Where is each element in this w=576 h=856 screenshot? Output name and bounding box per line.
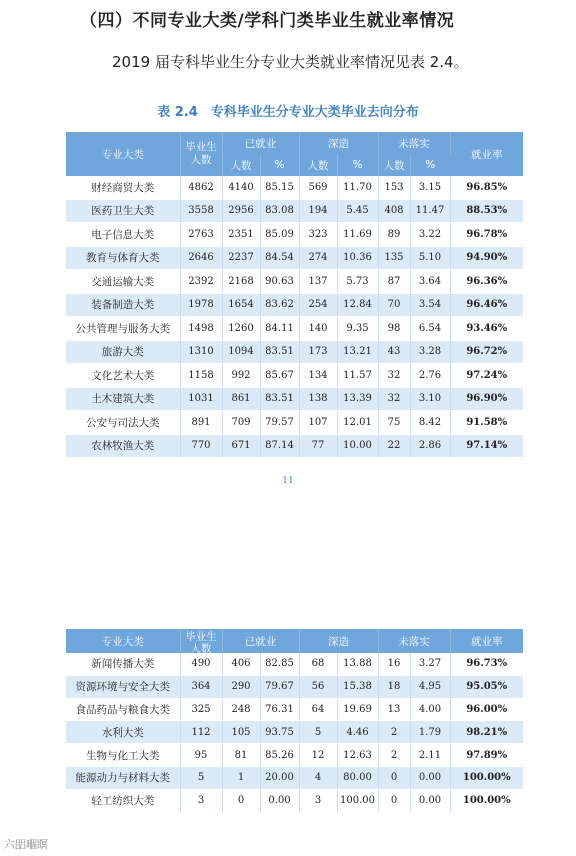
- study-percent-cell: 11.57: [337, 364, 378, 388]
- study-percent-cell: 10.00: [337, 434, 378, 458]
- graduates-cell: 770: [180, 434, 222, 458]
- unplaced-count-cell: 75: [378, 411, 410, 435]
- table-row: [66, 246, 523, 270]
- graduates-cell: 2646: [180, 246, 222, 270]
- unplaced-count-cell: 0: [378, 789, 410, 812]
- employed-count-cell: 290: [222, 675, 260, 698]
- employed-percent-cell: 84.11: [260, 317, 299, 341]
- major-cell: 公安与司法大类: [66, 411, 180, 435]
- header-graduates-text: 毕业生人数: [185, 631, 217, 653]
- unplaced-count-cell: 89: [378, 223, 410, 247]
- study-percent-cell: 13.21: [337, 340, 378, 364]
- header-major: 专业大类: [66, 132, 180, 176]
- employed-percent-cell: 85.09: [260, 223, 299, 247]
- employment-table-1: [66, 132, 523, 458]
- rate-cell: 96.90%: [450, 387, 523, 411]
- graduates-cell: 2392: [180, 270, 222, 294]
- unplaced-percent-cell: 3.64: [410, 270, 450, 294]
- study-percent-cell: 4.46: [337, 721, 378, 744]
- employed-count-cell: 1094: [222, 340, 260, 364]
- graduates-cell: 490: [180, 653, 222, 675]
- study-percent-cell: 12.63: [337, 744, 378, 767]
- graduates-cell: 1158: [180, 364, 222, 388]
- major-cell: 水利大类: [66, 721, 180, 744]
- employed-count-cell: 248: [222, 698, 260, 721]
- unplaced-percent-cell: 3.54: [410, 293, 450, 317]
- table-1-body: [66, 176, 523, 458]
- table-2-body: [66, 653, 523, 812]
- major-cell: 旅游大类: [66, 340, 180, 364]
- header-further-study: 深造: [299, 629, 378, 653]
- study-percent-cell: 5.45: [337, 199, 378, 223]
- employed-percent-cell: 83.51: [260, 340, 299, 364]
- header-percent: %: [337, 154, 378, 176]
- employed-percent-cell: 85.15: [260, 176, 299, 199]
- study-percent-cell: 11.70: [337, 176, 378, 199]
- study-count-cell: 194: [299, 199, 337, 223]
- unplaced-percent-cell: 3.15: [410, 176, 450, 199]
- header-count: 人数: [299, 154, 337, 176]
- rate-cell: 91.58%: [450, 411, 523, 435]
- employed-percent-cell: 87.14: [260, 434, 299, 458]
- study-percent-cell: 5.73: [337, 270, 378, 294]
- unplaced-count-cell: 135: [378, 246, 410, 270]
- unplaced-count-cell: 22: [378, 434, 410, 458]
- unplaced-count-cell: 18: [378, 675, 410, 698]
- unplaced-count-cell: 70: [378, 293, 410, 317]
- table-row: [66, 766, 523, 789]
- employed-count-cell: 105: [222, 721, 260, 744]
- table-row: [66, 434, 523, 458]
- study-count-cell: 274: [299, 246, 337, 270]
- graduates-cell: 4862: [180, 176, 222, 199]
- unplaced-percent-cell: 4.95: [410, 675, 450, 698]
- employed-percent-cell: 79.57: [260, 411, 299, 435]
- study-count-cell: 138: [299, 387, 337, 411]
- unplaced-percent-cell: 11.47: [410, 199, 450, 223]
- study-count-cell: 12: [299, 744, 337, 767]
- watermark: 六㗊嗰瞑: [4, 838, 48, 851]
- table-row: [66, 340, 523, 364]
- graduates-cell: 95: [180, 744, 222, 767]
- study-percent-cell: 10.36: [337, 246, 378, 270]
- rate-cell: 94.90%: [450, 246, 523, 270]
- employed-percent-cell: 79.67: [260, 675, 299, 698]
- study-count-cell: 173: [299, 340, 337, 364]
- unplaced-percent-cell: 4.00: [410, 698, 450, 721]
- unplaced-percent-cell: 2.86: [410, 434, 450, 458]
- employed-count-cell: 1260: [222, 317, 260, 341]
- graduates-cell: 1498: [180, 317, 222, 341]
- employed-count-cell: 2237: [222, 246, 260, 270]
- major-cell: 电子信息大类: [66, 223, 180, 247]
- unplaced-count-cell: 0: [378, 766, 410, 789]
- unplaced-count-cell: 32: [378, 387, 410, 411]
- study-count-cell: 140: [299, 317, 337, 341]
- unplaced-count-cell: 32: [378, 364, 410, 388]
- rate-cell: 96.46%: [450, 293, 523, 317]
- major-cell: 医药卫生大类: [66, 199, 180, 223]
- unplaced-percent-cell: 0.00: [410, 766, 450, 789]
- unplaced-count-cell: 13: [378, 698, 410, 721]
- employed-percent-cell: 90.63: [260, 270, 299, 294]
- study-count-cell: 77: [299, 434, 337, 458]
- major-cell: 文化艺术大类: [66, 364, 180, 388]
- table-row: [66, 223, 523, 247]
- unplaced-count-cell: 153: [378, 176, 410, 199]
- major-cell: 公共管理与服务大类: [66, 317, 180, 341]
- major-cell: 资源环境与安全大类: [66, 675, 180, 698]
- major-cell: 教育与体育大类: [66, 246, 180, 270]
- table-row: [66, 744, 523, 767]
- study-count-cell: 134: [299, 364, 337, 388]
- table-row: [66, 721, 523, 744]
- major-cell: 新闻传播大类: [66, 653, 180, 675]
- unplaced-percent-cell: 3.22: [410, 223, 450, 247]
- rate-cell: 98.21%: [450, 721, 523, 744]
- study-count-cell: 323: [299, 223, 337, 247]
- employed-percent-cell: 83.08: [260, 199, 299, 223]
- header-percent: %: [410, 154, 450, 176]
- table-row: [66, 199, 523, 223]
- header-count: 人数: [378, 154, 410, 176]
- unplaced-percent-cell: 0.00: [410, 789, 450, 812]
- employed-count-cell: 2351: [222, 223, 260, 247]
- study-percent-cell: 11.69: [337, 223, 378, 247]
- study-count-cell: 64: [299, 698, 337, 721]
- rate-cell: 96.73%: [450, 653, 523, 675]
- table-row: [66, 411, 523, 435]
- unplaced-percent-cell: 2.11: [410, 744, 450, 767]
- graduates-cell: 2763: [180, 223, 222, 247]
- study-count-cell: 68: [299, 653, 337, 675]
- rate-cell: 96.36%: [450, 270, 523, 294]
- major-cell: 农林牧渔大类: [66, 434, 180, 458]
- employed-percent-cell: 84.54: [260, 246, 299, 270]
- study-count-cell: 137: [299, 270, 337, 294]
- header-graduates: [180, 629, 222, 653]
- unplaced-count-cell: 2: [378, 744, 410, 767]
- header-employed: 已就业: [222, 132, 299, 154]
- unplaced-count-cell: 87: [378, 270, 410, 294]
- major-cell: 土木建筑大类: [66, 387, 180, 411]
- unplaced-percent-cell: 5.10: [410, 246, 450, 270]
- table-row: [66, 653, 523, 675]
- major-cell: 交通运输大类: [66, 270, 180, 294]
- graduates-cell: 5: [180, 766, 222, 789]
- table-row: [66, 698, 523, 721]
- table-row: [66, 789, 523, 812]
- major-cell: 轻工纺织大类: [66, 789, 180, 812]
- major-cell: 生物与化工大类: [66, 744, 180, 767]
- employed-percent-cell: 83.62: [260, 293, 299, 317]
- study-count-cell: 56: [299, 675, 337, 698]
- study-percent-cell: 13.88: [337, 653, 378, 675]
- employed-percent-cell: 82.85: [260, 653, 299, 675]
- study-count-cell: 254: [299, 293, 337, 317]
- study-percent-cell: 100.00: [337, 789, 378, 812]
- graduates-cell: 1310: [180, 340, 222, 364]
- rate-cell: 97.89%: [450, 744, 523, 767]
- unplaced-percent-cell: 2.76: [410, 364, 450, 388]
- rate-cell: 96.78%: [450, 223, 523, 247]
- employment-table-2: [66, 629, 523, 813]
- graduates-cell: 325: [180, 698, 222, 721]
- study-percent-cell: 80.00: [337, 766, 378, 789]
- employed-percent-cell: 85.26: [260, 744, 299, 767]
- rate-cell: 100.00%: [450, 789, 523, 812]
- rate-cell: 88.53%: [450, 199, 523, 223]
- employed-count-cell: 2956: [222, 199, 260, 223]
- rate-cell: 97.14%: [450, 434, 523, 458]
- intro-text: 2019 届专科毕业生分专业大类就业率情况见表 2.4。: [112, 53, 469, 71]
- unplaced-count-cell: 43: [378, 340, 410, 364]
- header-rate: 就业率: [450, 629, 523, 653]
- employed-percent-cell: 93.75: [260, 721, 299, 744]
- rate-cell: 96.85%: [450, 176, 523, 199]
- header-unplaced: 未落实: [378, 132, 450, 154]
- major-cell: 装备制造大类: [66, 293, 180, 317]
- rate-cell: 96.00%: [450, 698, 523, 721]
- table-row: [66, 270, 523, 294]
- study-percent-cell: 15.38: [337, 675, 378, 698]
- table-row: [66, 364, 523, 388]
- table-caption: 表 2.4 专科毕业生分专业大类毕业去向分布: [157, 105, 419, 120]
- study-percent-cell: 13.39: [337, 387, 378, 411]
- employed-count-cell: 992: [222, 364, 260, 388]
- employed-count-cell: 2168: [222, 270, 260, 294]
- study-percent-cell: 9.35: [337, 317, 378, 341]
- rate-cell: 95.05%: [450, 675, 523, 698]
- table-row: [66, 675, 523, 698]
- unplaced-percent-cell: 6.54: [410, 317, 450, 341]
- page-number: 11: [282, 476, 294, 486]
- header-rate: 就业率: [450, 132, 523, 176]
- employed-count-cell: 1: [222, 766, 260, 789]
- header-count: 人数: [222, 154, 260, 176]
- rate-cell: 93.46%: [450, 317, 523, 341]
- header-further-study: 深造: [299, 132, 378, 154]
- major-cell: 能源动力与材料大类: [66, 766, 180, 789]
- employed-percent-cell: 85.67: [260, 364, 299, 388]
- table-row: [66, 293, 523, 317]
- employed-count-cell: 4140: [222, 176, 260, 199]
- major-cell: 财经商贸大类: [66, 176, 180, 199]
- study-count-cell: 107: [299, 411, 337, 435]
- unplaced-count-cell: 2: [378, 721, 410, 744]
- unplaced-percent-cell: 1.79: [410, 721, 450, 744]
- graduates-cell: 1031: [180, 387, 222, 411]
- section-heading: （四）不同专业大类/学科门类毕业生就业率情况: [80, 11, 455, 31]
- study-percent-cell: 12.84: [337, 293, 378, 317]
- table-row: [66, 176, 523, 199]
- graduates-cell: 891: [180, 411, 222, 435]
- unplaced-percent-cell: 3.10: [410, 387, 450, 411]
- study-percent-cell: 12.01: [337, 411, 378, 435]
- major-cell: 食品药品与粮食大类: [66, 698, 180, 721]
- graduates-cell: 3558: [180, 199, 222, 223]
- unplaced-percent-cell: 8.42: [410, 411, 450, 435]
- employed-percent-cell: 0.00: [260, 789, 299, 812]
- graduates-cell: 1978: [180, 293, 222, 317]
- unplaced-count-cell: 16: [378, 653, 410, 675]
- employed-percent-cell: 83.51: [260, 387, 299, 411]
- rate-cell: 100.00%: [450, 766, 523, 789]
- study-count-cell: 5: [299, 721, 337, 744]
- employed-count-cell: 406: [222, 653, 260, 675]
- employed-count-cell: 861: [222, 387, 260, 411]
- study-count-cell: 4: [299, 766, 337, 789]
- employed-percent-cell: 20.00: [260, 766, 299, 789]
- unplaced-percent-cell: 3.27: [410, 653, 450, 675]
- employed-count-cell: 671: [222, 434, 260, 458]
- graduates-cell: 364: [180, 675, 222, 698]
- table-row: [66, 317, 523, 341]
- unplaced-percent-cell: 3.28: [410, 340, 450, 364]
- header-graduates: 毕业生人数: [180, 132, 222, 176]
- employed-count-cell: 1654: [222, 293, 260, 317]
- employed-count-cell: 81: [222, 744, 260, 767]
- table-row: [66, 387, 523, 411]
- study-percent-cell: 19.69: [337, 698, 378, 721]
- unplaced-count-cell: 98: [378, 317, 410, 341]
- rate-cell: 97.24%: [450, 364, 523, 388]
- employed-count-cell: 0: [222, 789, 260, 812]
- study-count-cell: 3: [299, 789, 337, 812]
- employed-count-cell: 709: [222, 411, 260, 435]
- rate-cell: 96.72%: [450, 340, 523, 364]
- header-unplaced: 未落实: [378, 629, 450, 653]
- header-percent: %: [260, 154, 299, 176]
- study-count-cell: 569: [299, 176, 337, 199]
- graduates-cell: 3: [180, 789, 222, 812]
- employed-percent-cell: 76.31: [260, 698, 299, 721]
- header-employed: 已就业: [222, 629, 299, 653]
- unplaced-count-cell: 408: [378, 199, 410, 223]
- graduates-cell: 112: [180, 721, 222, 744]
- header-major: 专业大类: [66, 629, 180, 653]
